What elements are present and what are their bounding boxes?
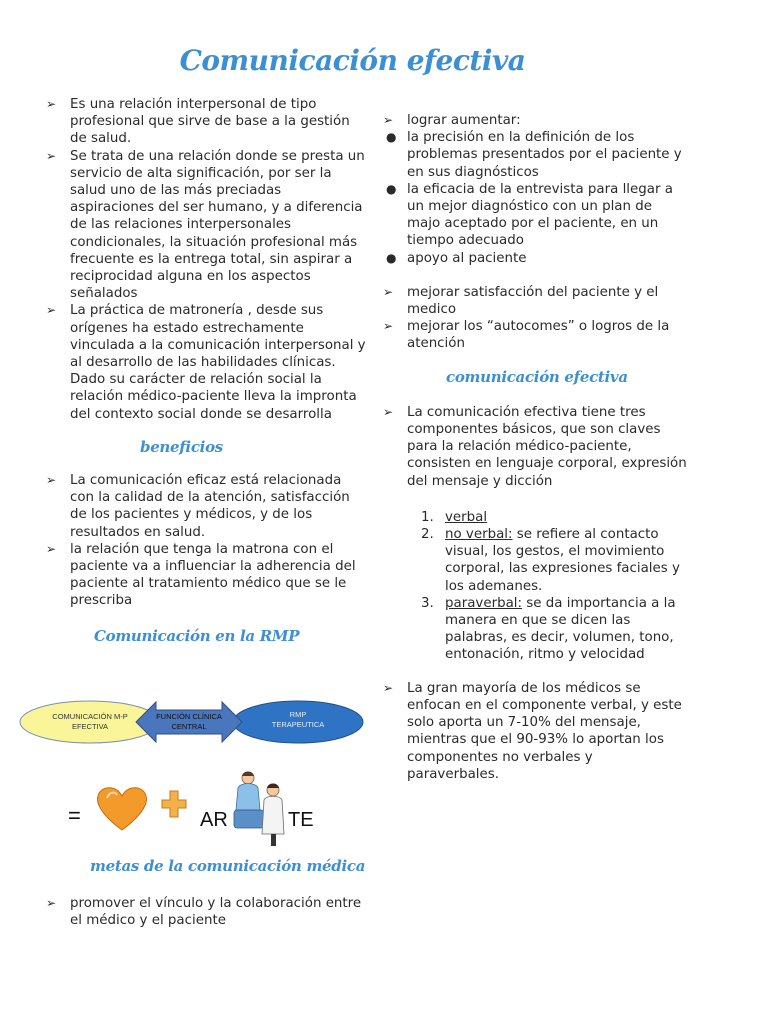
dot-text-1: la precisión en la definición de los problemas presentados por el paciente y en sus diagnósticos xyxy=(407,130,682,180)
arrow-bullet-icon: ➢ xyxy=(46,473,57,488)
art-text-start: AR xyxy=(200,809,228,831)
arrow-bullet-icon: ➢ xyxy=(46,541,57,556)
component-item xyxy=(383,595,688,664)
plus-icon xyxy=(162,791,186,817)
intro-text-2: Se trata de una relación donde se presta un servicio de alta significación, por ser la salud uno de las más preciadas aspiraciones del ser humano, y a diferencia de las relaciones interpersonales condicionales, la situación profesional más frecuente es la entrega total, sin aspirar a reciprocidad alguna en los aspectos señalados xyxy=(70,148,365,302)
art-text-end: TE xyxy=(288,809,314,831)
component-term: verbal xyxy=(445,509,488,525)
component-term: no verbal: xyxy=(445,527,513,543)
right-lead-text: lograr aumentar: xyxy=(407,113,521,128)
dot-text-2: la eficacia de la entrevista para llegar a un mejor diagnóstico con un plan de majo aceptado por el paciente, en un tiempo adecuado xyxy=(407,181,673,249)
component-desc: se refiere al contacto visual, los gestos, el movimiento corporal, las expresiones faciales y los ademanes. xyxy=(445,527,680,594)
list-item xyxy=(46,541,368,610)
dot-text-3: apoyo al paciente xyxy=(407,250,527,266)
diagram-right-line-2: TERAPEUTICA xyxy=(271,720,325,729)
final-text: La gran mayoría de los médicos se enfocan en el componente verbal, y este solo aporta un 7-10% del mensaje, mientras que el 90-93% lo aportan los componentes no verbales y paraverbales. xyxy=(407,680,682,782)
goal-text-1: promover el vínculo y la colaboración entre el médico y el paciente xyxy=(70,896,362,929)
component-number: 3. xyxy=(421,595,434,611)
arrow-bullet-icon: ➢ xyxy=(46,896,57,911)
arrow-bullet-icon: ➢ xyxy=(383,680,394,695)
list-item xyxy=(383,112,688,129)
rmp-flow-diagram xyxy=(18,698,366,748)
right-column xyxy=(383,112,688,783)
left-column xyxy=(46,96,368,645)
dot-bullet-icon: ● xyxy=(386,250,397,265)
heart-icon xyxy=(98,788,147,830)
arrow-bullet-icon: ➢ xyxy=(383,319,394,334)
arrow-bullet-icon: ➢ xyxy=(46,148,57,163)
arrow-bullet-icon: ➢ xyxy=(46,303,57,318)
component-number: 2. xyxy=(421,527,434,543)
intro-text-1: Es una relación interpersonal de tipo profesional que sirve de base a la gestión de salud. xyxy=(70,97,350,147)
list-item xyxy=(46,96,368,148)
component-item xyxy=(383,526,688,595)
list-item xyxy=(383,284,688,318)
diagram-center-line-2: CENTRAL xyxy=(171,722,207,731)
page-title: Comunicación efectiva xyxy=(179,44,526,77)
benefits-heading: beneficios xyxy=(140,437,223,456)
list-item xyxy=(46,148,368,303)
arrow-bullet-icon: ➢ xyxy=(383,113,394,127)
diagram-center-line-1: FUNCIÓN CLÍNICA xyxy=(156,712,222,721)
list-item xyxy=(46,895,368,929)
list-item xyxy=(383,404,688,490)
goals-section xyxy=(46,858,368,930)
ce-text: La comunicación efectiva tiene tres componentes básicos, que son claves para la relación médico-paciente, consisten en lenguaje corporal, expresión del mensaje y dicción xyxy=(407,404,687,489)
arrow-bullet-icon: ➢ xyxy=(383,404,394,419)
component-term: paraverbal: xyxy=(445,595,523,611)
list-item xyxy=(383,318,688,352)
intro-text-3: La práctica de matronería , desde sus orígenes ha estado estrechamente vinculada a la comunicación interpersonal y al desarrollo de las habilidades clínicas. Dado su carácter de relación social la relación médico-paciente lleva la impronta del contexto social donde se desarrolla xyxy=(70,303,366,422)
goals-heading: metas de la comunicación médica xyxy=(90,857,366,875)
diagram-right-line-1: RMP xyxy=(289,710,307,719)
diagram-left-line-1: COMUNICACIÓN M-P xyxy=(52,712,128,721)
rmp-heading: Comunicación en la RMP xyxy=(94,626,300,645)
dot-bullet-icon: ● xyxy=(386,130,397,145)
dot-bullet-icon: ● xyxy=(386,181,397,196)
ce-heading: comunicación efectiva xyxy=(446,367,628,386)
component-desc: se da importancia a la manera en que se dicen las palabras, es decir, volumen, tono, entonación, ritmo y velocidad xyxy=(445,595,676,663)
list-item xyxy=(383,250,688,267)
list-item xyxy=(383,129,688,181)
list-item xyxy=(46,302,368,422)
benefit-text-1: La comunicación eficaz está relacionada con la calidad de la atención, satisfacción de los pacientes y médicos, y de los resultados en salud. xyxy=(70,473,350,540)
list-item xyxy=(383,680,688,783)
benefit-text-2: la relación que tenga la matrona con el paciente va a influenciar la adherencia del paciente al tratamiento médico que se le prescriba xyxy=(70,541,356,609)
component-number: 1. xyxy=(421,509,434,525)
art-equation-figure xyxy=(60,768,360,848)
arrow-bullet-icon: ➢ xyxy=(46,97,57,111)
diagram-left-line-2: EFECTIVA xyxy=(71,722,109,731)
doctor-patient-icon xyxy=(234,772,284,847)
equals-sign: = xyxy=(68,803,81,828)
component-item xyxy=(383,509,688,526)
more-text-1: mejorar satisfacción del paciente y el medico xyxy=(407,284,659,318)
list-item xyxy=(46,472,368,541)
arrow-bullet-icon: ➢ xyxy=(383,284,394,299)
more-text-2: mejorar los “autocomes” o logros de la atención xyxy=(407,319,670,352)
list-item xyxy=(383,181,688,250)
